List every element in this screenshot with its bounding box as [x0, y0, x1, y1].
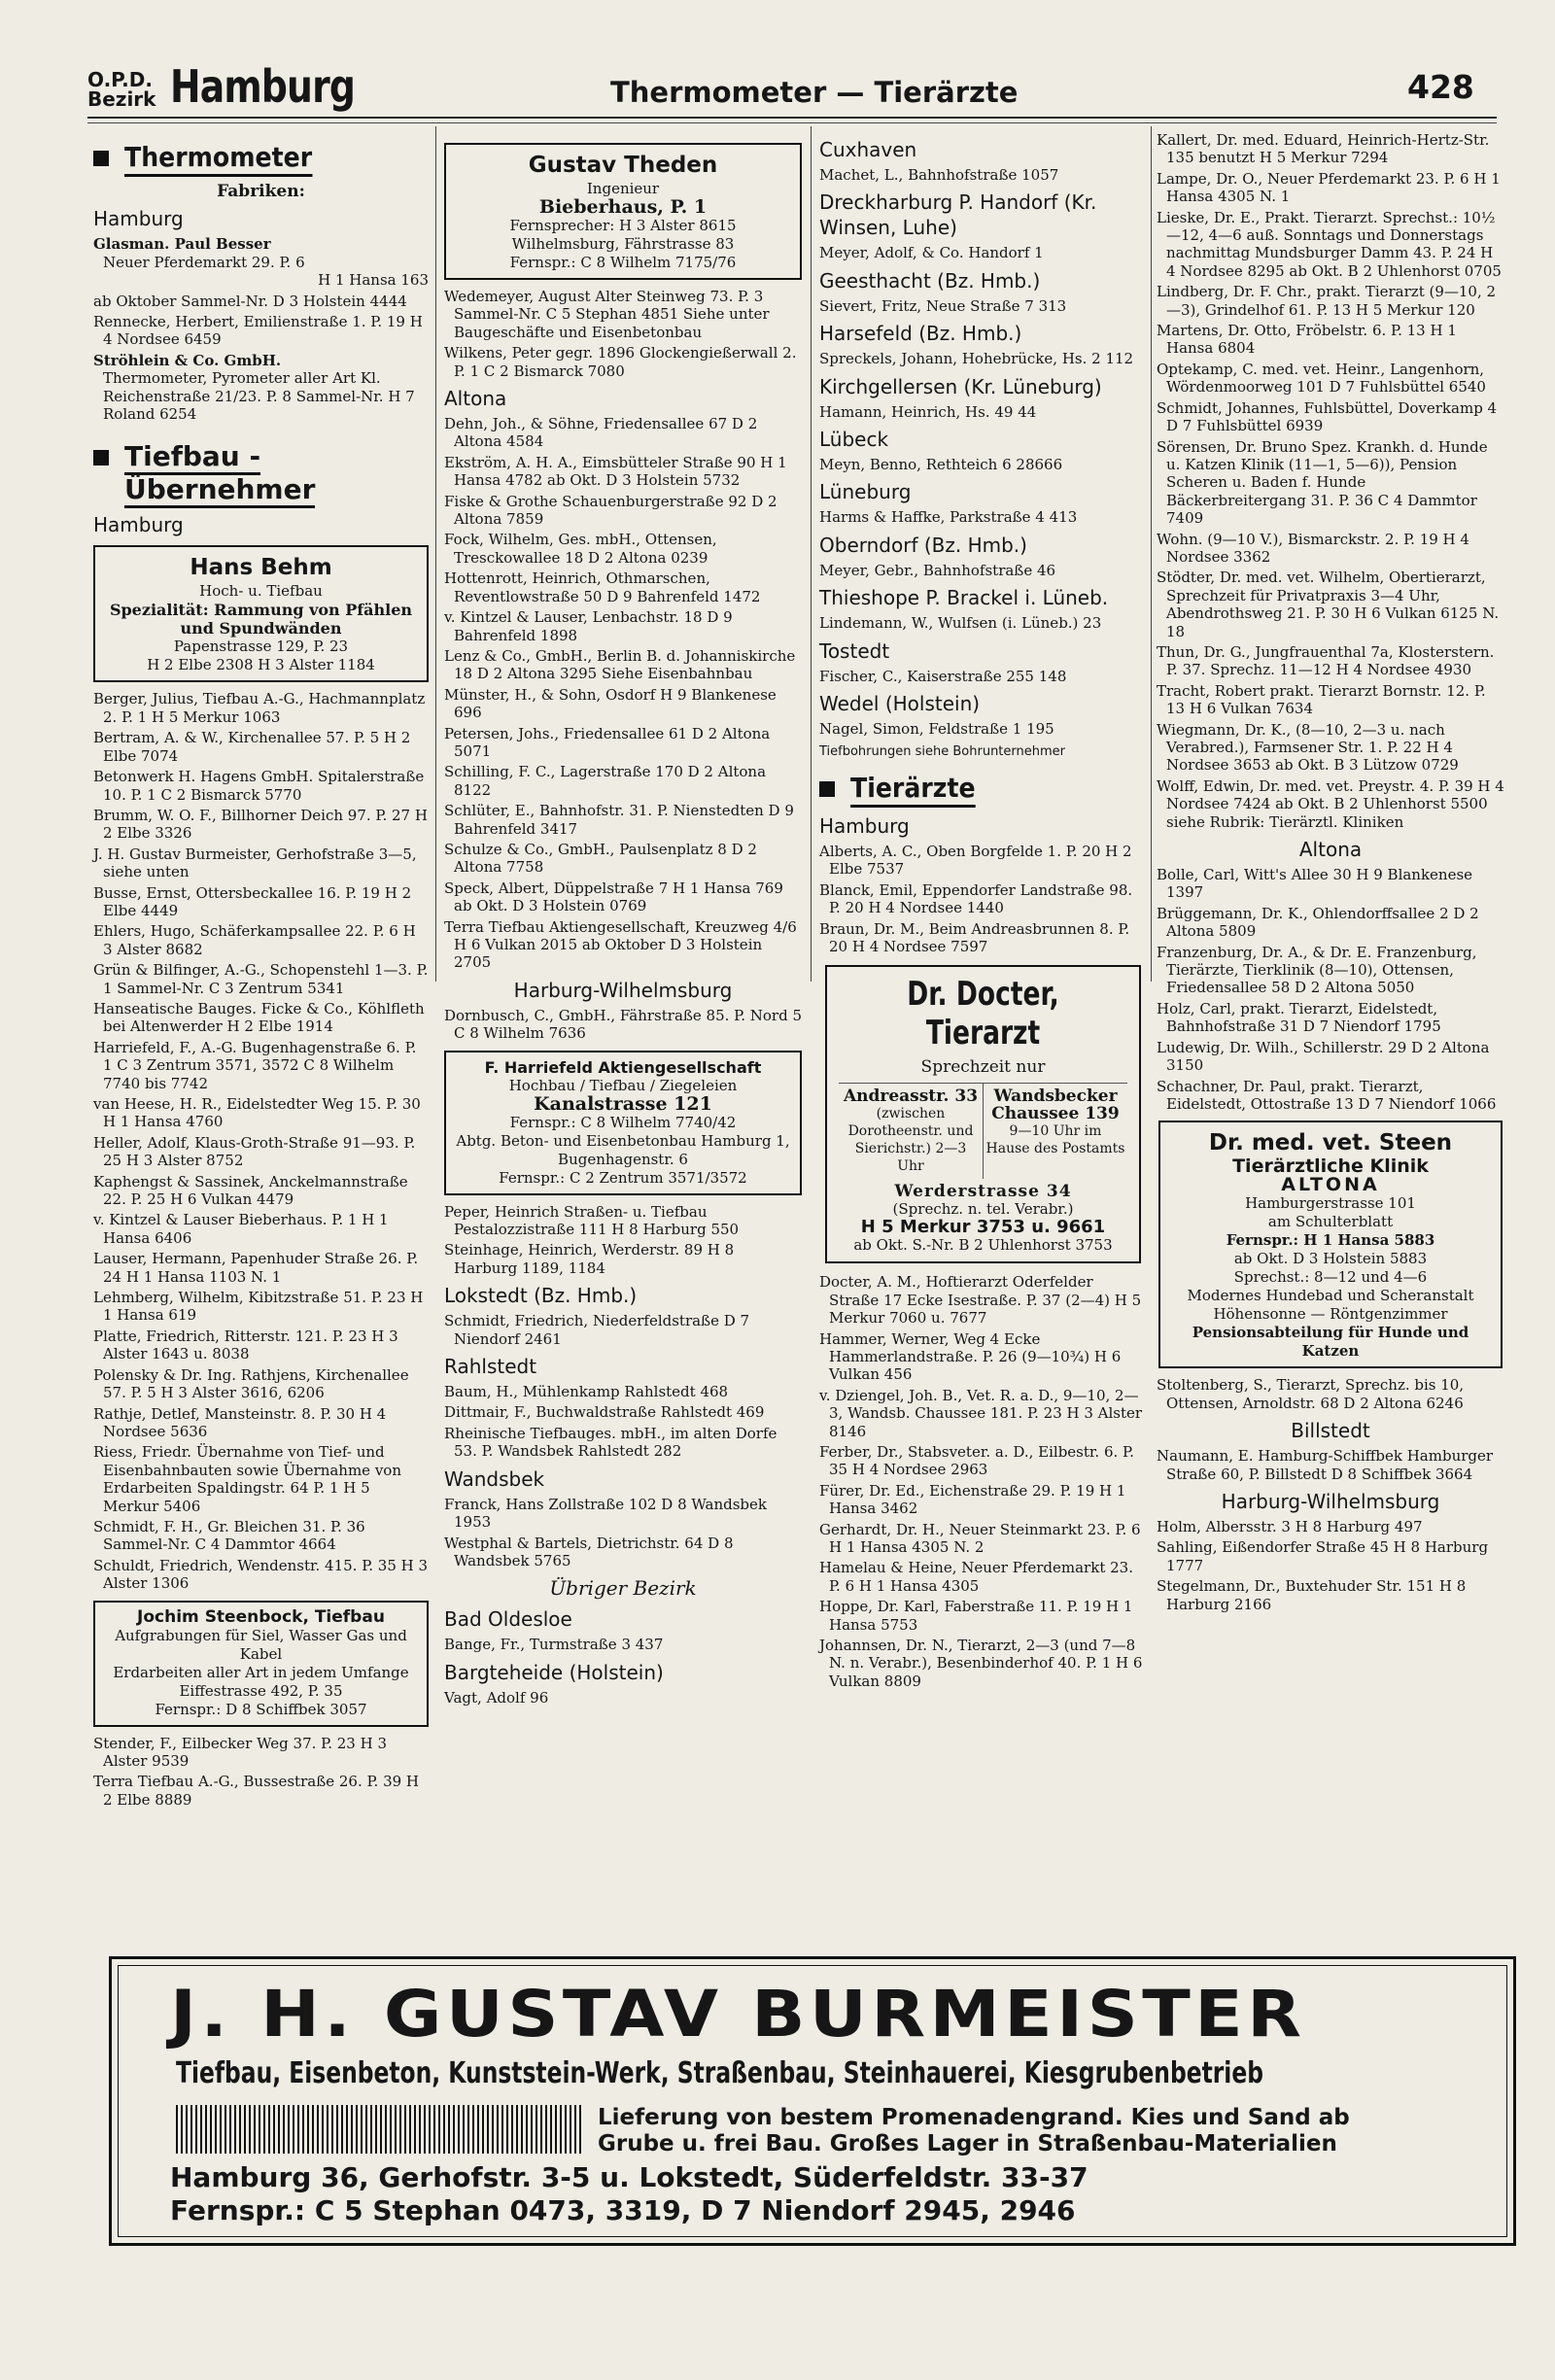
entry-list	[93, 690, 429, 1592]
location-heading: Altona	[1298, 838, 1363, 862]
list-item: Schuldt, Friedrich, Wendenstr. 415. P. 35 H 3 Alster 1306	[93, 1556, 429, 1593]
list-item: Sahling, Eißendorfer Straße 45 H 8 Harburg 1777	[1157, 1538, 1489, 1574]
list-item: Blanck, Emil, Eppendorfer Landstraße 98. P. 20 H 4 Nordsee 1440	[819, 880, 1133, 917]
list-item: Stödter, Dr. med. vet. Wilhelm, Obertierarzt, Sprechzeit für Privatpraxis 3—4 Uhr, Abendrothsweg 21. P. 30 H 6 Vulkan 6125 N. 18	[1157, 569, 1500, 640]
column-3	[819, 131, 1147, 1693]
list-item: Harriefeld, F., A.-G. Bugenhagenstraße 6. P. 1 C 3 Zentrum 3571, 3572 C 8 Wilhelm 7740 bis 7742	[93, 1038, 417, 1092]
location-heading: Rahlstedt	[444, 1355, 537, 1379]
list-item: Dehn, Joh., & Söhne, Friedensallee 67 D 2 Altona 4584	[444, 415, 758, 451]
ad-company-name: J. H. GUSTAV BURMEISTER	[170, 1977, 1306, 2052]
list-item: Meyer, Gebr., Bahnhofstraße 46	[819, 561, 1056, 579]
location-heading: Wedel (Holstein)	[819, 692, 981, 716]
location-heading: Bargteheide (Holstein)	[444, 1660, 664, 1684]
ad-phone: Fernspr.: C 5 Stephan 0473, 3319, D 7 Niendorf 2945, 2946	[170, 2194, 1076, 2226]
list-item: Münster, H., & Sohn, Osdorf H 9 Blankenese 696	[444, 685, 777, 722]
list-item: Terra Tiefbau Aktiengesellschaft, Kreuzweg 4/6 H 6 Vulkan 2015 ab Oktober D 3 Holstein 2705	[444, 917, 797, 972]
list-item: Platte, Friedrich, Ritterstr. 121. P. 23 H 3 Alster 1643 u. 8038	[93, 1327, 398, 1363]
list-item: Lindemann, W., Wulfsen (i. Lüneb.) 23	[819, 614, 1102, 633]
list-item: Wolff, Edwin, Dr. med. vet. Preystr. 4. P. 39 H 4 Nordsee 7424 ab Okt. B 2 Uhlenhorst 5500 siehe Rubrik: Tierärztl. Kliniken	[1157, 776, 1504, 831]
list-item: Thun, Dr. G., Jungfrauenthal 7a, Klosterstern. P. 37. Sprechz. 11—12 H 4 Nordsee 4930	[1157, 642, 1495, 679]
list-item: Schachner, Dr. Paul, prakt. Tierarzt, Eidelstedt, Ottostraße 13 D 7 Niendorf 1066	[1157, 1077, 1497, 1113]
list-item: Peper, Heinrich Straßen- u. Tiefbau Pestalozzistraße 111 H 8 Harburg 550	[444, 1202, 740, 1239]
list-item: Dornbusch, C., GmbH., Fährstraße 85. P. Nord 5 C 8 Wilhelm 7636	[444, 1006, 803, 1043]
list-item: Busse, Ernst, Ottersbeckallee 16. P. 19 H 2 Elbe 4449	[93, 883, 412, 919]
location-heading: Harburg-Wilhelmsburg	[1221, 1489, 1440, 1513]
list-item: Grün & Bilfinger, A.-G., Schopenstehl 1—3. P. 1 Sammel-Nr. C 3 Zentrum 5341	[93, 961, 429, 997]
location-heading: Altona	[444, 387, 507, 411]
list-item: Baum, H., Mühlenkamp Rahlstedt 468	[444, 1383, 729, 1401]
list-item: Hanseatische Bauges. Ficke & Co., Köhlfleth bei Altenwerder H 2 Elbe 1914	[93, 999, 425, 1036]
subheading: Fabriken:	[217, 182, 305, 201]
list-item: Ehlers, Hugo, Schäferkampsallee 22. P. 6 H 3 Alster 8682	[93, 922, 416, 958]
list-item: Franzenburg, Dr. A., & Dr. E. Franzenburg, Tierärzte, Tierklinik (8—10), Ottensen, Friedensallee 58 D 2 Altona 5050	[1157, 943, 1477, 997]
list-item: Speck, Albert, Düppelstraße 7 H 1 Hansa 769 ab Okt. D 3 Holstein 0769	[444, 879, 783, 915]
header-rule	[87, 117, 1497, 119]
column-divider	[1151, 126, 1152, 982]
list-item: Harms & Haffke, Parkstraße 4 413	[819, 508, 1078, 527]
list-item: Heller, Adolf, Klaus-Groth-Straße 91—93. P. 25 H 3 Alster 8752	[93, 1133, 416, 1170]
column-4	[1157, 131, 1504, 1616]
page-number: 428	[1407, 68, 1474, 106]
list-item: J. H. Gustav Burmeister, Gerhofstraße 3—5, siehe unten	[93, 845, 417, 881]
list-item: Braun, Dr. M., Beim Andreasbrunnen 8. P. 20 H 4 Nordsee 7597	[819, 919, 1130, 955]
list-item: Wilkens, Peter gegr. 1896 Glockengießerwall 2. P. 1 C 2 Bismarck 7080	[444, 344, 797, 380]
docter-location-right: Wandsbecker Chaussee 139 9—10 Uhr im Hause des Postamts	[985, 1086, 1125, 1156]
page-title: Thermometer — Tierärzte	[610, 76, 1019, 109]
list-item: Rathje, Detlef, Mansteinstr. 8. P. 30 H 4 Nordsee 5636	[93, 1404, 387, 1440]
list-item: Steinhage, Heinrich, Werderstr. 89 H 8 Harburg 1189, 1184	[444, 1241, 735, 1277]
list-item: ab Oktober Sammel-Nr. D 3 Holstein 4444	[93, 292, 407, 310]
bullet-square-icon	[93, 450, 109, 466]
list-item: van Heese, H. R., Eidelstedter Weg 15. P. 30 H 1 Hansa 4760	[93, 1095, 421, 1131]
list-item: Stoltenberg, S., Tierarzt, Sprechz. bis 10, Ottensen, Arnoldstr. 68 D 2 Altona 6246	[1157, 1376, 1465, 1412]
location-heading: Tostedt	[819, 638, 890, 663]
location-heading: Oberndorf (Bz. Hmb.)	[819, 533, 1027, 557]
list-item: v. Kintzel & Lauser, Lenbachstr. 18 D 9 Bahrenfeld 1898	[444, 608, 733, 644]
location-heading: Billstedt	[1291, 1419, 1370, 1443]
list-item: Optekamp, C. med. vet. Heinr., Langenhorn, Wördenmoorweg 101 D 7 Fuhlsbüttel 6540	[1157, 360, 1486, 397]
list-item: Schilling, F. C., Lagerstraße 170 D 2 Altona 8122	[444, 763, 767, 799]
list-item: Dittmair, F., Buchwaldstraße Rahlstedt 469	[444, 1403, 765, 1422]
location-heading: Kirchgellersen (Kr. Lüneburg)	[819, 374, 1102, 398]
list-item: v. Kintzel & Lauser Bieberhaus. P. 1 H 1 Hansa 6406	[93, 1211, 389, 1247]
list-item: Hammer, Werner, Weg 4 Ecke Hammerlandstraße. P. 26 (9—10¾) H 6 Vulkan 456	[819, 1329, 1122, 1384]
ad-hatch-decoration	[176, 2105, 584, 2154]
cross-reference: Tiefbohrungen siehe Bohrunternehmer	[819, 744, 1065, 760]
location-heading: Thieshope P. Brackel i. Lüneb.	[819, 586, 1109, 610]
list-item: Lindberg, Dr. F. Chr., prakt. Tierarzt (9—10, 2—3), Grindelhof 61. P. 13 H 5 Merkur 120	[1157, 283, 1497, 319]
bullet-square-icon	[819, 781, 835, 797]
list-item: Ludewig, Dr. Wilh., Schillerstr. 29 D 2 Altona 3150	[1157, 1038, 1490, 1075]
list-item: Rheinische Tiefbauges. mbH., im alten Dorfe 53. P. Wandsbek Rahlstedt 282	[444, 1424, 778, 1461]
list-item: Polensky & Dr. Ing. Rathjens, Kirchenallee 57. P. 5 H 3 Alster 3616, 6206	[93, 1365, 409, 1402]
ad-box-harriefeld: F. Harriefeld Aktiengesellschaft Hochbau / Tiefbau / Ziegeleien Kanalstrasse 121 Fernspr.: C 8 Wilhelm 7740/42 Abtg. Beton- und Eisenbetonbau Hamburg 1, Bugenhagenstr. 6 Fernspr.: C 2 Zentrum 3571/3572	[444, 1051, 802, 1195]
ad-services: Tiefbau, Eisenbeton, Kunststein-Werk, Straßenbau, Steinhauerei, Kiesgrubenbetrieb	[176, 2056, 1263, 2090]
list-item: Ekström, A. H. A., Eimsbütteler Straße 90 H 1 Hansa 4782 ab Okt. D 3 Holstein 5732	[444, 453, 787, 490]
list-item: Sörensen, Dr. Bruno Spez. Krankh. d. Hunde u. Katzen Klinik (11—1, 5—6)), Pension Scheren u. Baden f. Hunde Bäckerbreitergang 31. P. 36 C 4 Dammtor 7409	[1157, 437, 1488, 528]
list-item: Meyer, Adolf, & Co. Handorf 1	[819, 244, 1044, 262]
list-item: Sievert, Fritz, Neue Straße 7 313	[819, 296, 1067, 315]
list-item: Betonwerk H. Hagens GmbH. Spitalerstraße 10. P. 1 C 2 Bismarck 5770	[93, 768, 425, 804]
section-heading-thermometer: Thermometer	[93, 141, 429, 177]
list-item: Hoppe, Dr. Karl, Faberstraße 11. P. 19 H 1 Hansa 5753	[819, 1598, 1133, 1634]
ad-box-dr-steen: Dr. med. vet. Steen Tierärztliche Klinik ALTONA Hamburgerstrasse 101 am Schulterblatt Fernspr.: H 1 Hansa 5883 ab Okt. D 3 Holstein 5883 Sprechst.: 8—12 und 4—6 Modernes Hundebad und Scheranstalt Höhensonne — Röntgenzimmer Pensionsabteilung für Hunde und Katzen	[1158, 1121, 1503, 1368]
location-heading: Lüneburg	[819, 480, 912, 504]
column-divider	[811, 126, 812, 982]
ad-address: Hamburg 36, Gerhofstr. 3-5 u. Lokstedt, Süderfeldstr. 33-37	[170, 2161, 1088, 2193]
location-heading: Lübeck	[819, 428, 889, 452]
column-1	[93, 131, 429, 1811]
list-item: Fürer, Dr. Ed., Eichenstraße 29. P. 19 H 1 Hansa 3462	[819, 1481, 1126, 1518]
district-line-1: O.P.D.	[87, 68, 153, 91]
list-item: Glasman. Paul Besser Neuer Pferdemarkt 29. P. 6 H 1 Hansa 163	[93, 235, 429, 290]
list-item: Westphal & Bartels, Dietrichstr. 64 D 8 Wandsbek 5765	[444, 1534, 734, 1569]
list-item: Schlüter, E., Bahnhofstr. 31. P. Nienstedten D 9 Bahrenfeld 3417	[444, 802, 794, 838]
list-item: Riess, Friedr. Übernahme von Tief- und Eisenbahnbauten sowie Übernahme von Erdarbeiten Spaldingstr. 64 P. 1 H 5 Merkur 5406	[93, 1443, 401, 1515]
list-item: Bolle, Carl, Witt's Allee 30 H 9 Blankenese 1397	[1157, 866, 1473, 902]
list-item: Terra Tiefbau A.-G., Bussestraße 26. P. 39 H 2 Elbe 8889	[93, 1773, 420, 1809]
burmeister-advertisement	[109, 1956, 1516, 2246]
list-item: Wiegmann, Dr. K., (8—10, 2—3 u. nach Verabred.), Farmsener Str. 1. P. 22 H 4 Nordsee 3653 ab Okt. B 3 Lützow 0729	[1157, 720, 1459, 775]
list-item: Hamelau & Heine, Neuer Pferdemarkt 23. P. 6 H 1 Hansa 4305	[819, 1559, 1133, 1595]
district-label	[87, 70, 156, 109]
section-heading-tiefbau: Tiefbau - Übernehmer	[93, 440, 429, 506]
location-heading: Wandsbek	[444, 1466, 545, 1491]
list-item: Schmidt, Johannes, Fuhlsbüttel, Doverkamp 4 D 7 Fuhlsbüttel 6939	[1157, 398, 1498, 435]
list-item: Martens, Dr. Otto, Fröbelstr. 6. P. 13 H 1 Hansa 6804	[1157, 322, 1457, 358]
list-item: Vagt, Adolf 96	[444, 1688, 549, 1707]
list-item: Fock, Wilhelm, Ges. mbH., Ottensen, Tresckowallee 18 D 2 Altona 0239	[444, 531, 717, 567]
list-item: Johannsen, Dr. N., Tierarzt, 2—3 (und 7—8 N. n. Verabr.), Besenbinderhof 40. P. 1 H 6 Vulkan 8809	[819, 1637, 1143, 1690]
location-heading: Lokstedt (Bz. Hmb.)	[444, 1284, 638, 1308]
list-item: Lampe, Dr. O., Neuer Pferdemarkt 23. P. 6 H 1 Hansa 4305 N. 1	[1157, 169, 1501, 206]
section-heading-tieraerzte: Tierärzte	[819, 772, 1147, 808]
ad-line-2: Grube u. frei Bau. Großes Lager in Straßenbau-Materialien	[598, 2131, 1337, 2156]
list-item: Holm, Albersstr. 3 H 8 Harburg 497	[1157, 1517, 1423, 1535]
docter-location-left: Andreasstr. 33 (zwischen Dorotheenstr. und Sierichstr.) 2—3 Uhr	[839, 1084, 984, 1179]
list-item: Petersen, Johs., Friedensallee 61 D 2 Altona 5071	[444, 724, 771, 760]
list-item: Gerhardt, Dr. H., Neuer Steinmarkt 23. P. 6 H 1 Hansa 4305 N. 2	[819, 1520, 1141, 1557]
district-line-2: Bezirk	[87, 87, 156, 111]
list-item: Fischer, C., Kaiserstraße 255 148	[819, 667, 1067, 685]
list-item: Lauser, Hermann, Papenhuder Straße 26. P. 24 H 1 Hansa 1103 N. 1	[93, 1250, 419, 1286]
location-heading: Bad Oldesloe	[444, 1607, 572, 1632]
ad-line-1: Lieferung von bestem Promenadengrand. Kies und Sand ab	[598, 2105, 1350, 2130]
location-heading: Dreckharburg P. Handorf (Kr. Winsen, Luhe)	[819, 190, 1097, 240]
list-item: Schmidt, Friedrich, Niederfeldstraße D 7 Niendorf 2461	[444, 1312, 750, 1348]
list-item: Kallert, Dr. med. Eduard, Heinrich-Hertz-Str. 135 benutzt H 5 Merkur 7294	[1157, 131, 1490, 167]
location-heading: Hamburg	[819, 813, 910, 838]
list-item: Kaphengst & Sassinek, Anckelmannstraße 22. P. 25 H 6 Vulkan 4479	[93, 1172, 408, 1209]
location-heading: Harburg-Wilhelmsburg	[513, 978, 733, 1002]
location-heading: Hamburg	[93, 513, 184, 537]
list-item: Ströhlein & Co. GmbH. Thermometer, Pyrometer aller Art Kl. Reichenstraße 21/23. P. 8 Sammel-Nr. H 7 Roland 6254	[93, 351, 415, 424]
entry-list	[93, 235, 429, 423]
list-item: Bange, Fr., Turmstraße 3 437	[444, 1636, 664, 1654]
ad-box-hans-behm: Hans Behm Hoch- u. Tiefbau Spezialität: Rammung von Pfählen und Spundwänden Papenstrasse 129, P. 23 H 2 Elbe 2308 H 3 Alster 1184	[93, 545, 429, 682]
list-item: Brüggemann, Dr. K., Ohlendorffsallee 2 D 2 Altona 5809	[1157, 904, 1479, 941]
city-title: Hamburg	[170, 60, 356, 113]
list-item: Schmidt, F. H., Gr. Bleichen 31. P. 36 Sammel-Nr. C 4 Dammtor 4664	[93, 1517, 365, 1554]
list-item: Schulze & Co., GmbH., Paulsenplatz 8 D 2 Altona 7758	[444, 840, 757, 877]
location-heading: Harsefeld (Bz. Hmb.)	[819, 322, 1022, 346]
list-item: Stender, F., Eilbecker Weg 37. P. 23 H 3 Alster 9539	[93, 1734, 387, 1770]
header-rule-thin	[87, 122, 1497, 123]
ad-box-steenbock: Jochim Steenbock, Tiefbau Aufgrabungen für Siel, Wasser Gas und Kabel Erdarbeiten aller Art in jedem Umfange Eiffestrasse 492, P. 35 Fernspr.: D 8 Schiffbek 3057	[93, 1601, 429, 1727]
list-item: Machet, L., Bahnhofstraße 1057	[819, 166, 1059, 184]
list-item: Tracht, Robert prakt. Tierarzt Bornstr. 12. P. 13 H 6 Vulkan 7634	[1157, 681, 1486, 718]
list-item: Berger, Julius, Tiefbau A.-G., Hachmannplatz 2. P. 1 H 5 Merkur 1063	[93, 690, 426, 726]
ad-box-dr-docter: Dr. Docter, Tierarzt Sprechzeit nur Andreasstr. 33 (zwischen Dorotheenstr. und Sierichstr.) 2—3 Uhr Wandsbecker Chaussee 139 9—10 Uhr im Hause des Postamts Werderstrasse 34 (Sprechz. n. tel. Verabr.) H 5 Merkur 3753 u. 9661 ab Okt. S.-Nr. B 2 Uhlenhorst 3753	[825, 965, 1141, 1263]
list-item: Lehmberg, Wilhelm, Kibitzstraße 51. P. 23 H 1 Hansa 619	[93, 1289, 424, 1325]
list-item: v. Dziengel, Joh. B., Vet. R. a. D., 9—10, 2—3, Wandsb. Chaussee 181. P. 23 H 3 Alster 8146	[819, 1386, 1143, 1440]
location-heading: Cuxhaven	[819, 138, 917, 161]
list-item: Spreckels, Johann, Hohebrücke, Hs. 2 112	[819, 350, 1134, 368]
list-item: Hottenrott, Heinrich, Othmarschen, Reventlowstraße 50 D 9 Bahrenfeld 1472	[444, 569, 761, 605]
list-item: Alberts, A. C., Oben Borgfelde 1. P. 20 H 2 Elbe 7537	[819, 842, 1132, 879]
list-item: Naumann, E. Hamburg-Schiffbek Hamburger Straße 60, P. Billstedt D 8 Schiffbek 3664	[1157, 1447, 1494, 1483]
ad-box-gustav-theden: Gustav Theden Ingenieur Bieberhaus, P. 1 Fernsprecher: H 3 Alster 8615 Wilhelmsburg, Fährstrasse 83 Fernspr.: C 8 Wilhelm 7175/76	[444, 143, 802, 280]
list-item: Rennecke, Herbert, Emilienstraße 1. P. 19 H 4 Nordsee 6459	[93, 313, 423, 349]
list-item: Holz, Carl, prakt. Tierarzt, Eidelstedt, Bahnhofstraße 31 D 7 Niendorf 1795	[1157, 999, 1441, 1036]
list-item: Ferber, Dr., Stabsveter. a. D., Eilbestr. 6. P. 35 H 4 Nordsee 2963	[819, 1443, 1134, 1479]
list-item: Wedemeyer, August Alter Steinweg 73. P. 3 Sammel-Nr. C 5 Stephan 4851 Siehe unter Baugeschäfte und Eisenbetonbau	[444, 288, 770, 341]
list-item: Brumm, W. O. F., Billhorner Deich 97. P. 27 H 2 Elbe 3326	[93, 806, 428, 843]
bullet-square-icon	[93, 151, 109, 166]
location-heading: Übriger Bezirk	[549, 1576, 697, 1601]
list-item: Stegelmann, Dr., Buxtehuder Str. 151 H 8 Harburg 2166	[1157, 1577, 1467, 1613]
list-item: Hamann, Heinrich, Hs. 49 44	[819, 402, 1037, 421]
list-item: Lenz & Co., GmbH., Berlin B. d. Johanniskirche 18 D 2 Altona 3295 Siehe Eisenbahnbau	[444, 646, 796, 683]
location-heading: Hamburg	[93, 207, 184, 231]
list-item: Nagel, Simon, Feldstraße 1 195	[819, 720, 1054, 739]
list-item: Fiske & Grothe Schauenburgerstraße 92 D 2 Altona 7859	[444, 492, 778, 529]
column-divider	[435, 126, 436, 982]
list-item: Lieske, Dr. E., Prakt. Tierarzt. Sprechst.: 10½—12, 4—6 auß. Sonntags und Donnerstags nachmittag Mundsburger Damm 43. P. 24 H 4 Nordsee 8295 ab Okt. B 2 Uhlenhorst 0705	[1157, 208, 1502, 280]
list-item: Wohn. (9—10 V.), Bismarckstr. 2. P. 19 H 4 Nordsee 3362	[1157, 530, 1469, 566]
location-heading: Geesthacht (Bz. Hmb.)	[819, 268, 1041, 293]
list-item: Bertram, A. & W., Kirchenallee 57. P. 5 H 2 Elbe 7074	[93, 729, 411, 765]
list-item: Docter, A. M., Hoftierarzt Oderfelder Straße 17 Ecke Isestraße. P. 37 (2—4) H 5 Merkur 7060 u. 7677	[819, 1273, 1142, 1328]
column-2	[444, 131, 802, 1709]
list-item: Meyn, Benno, Rethteich 6 28666	[819, 456, 1063, 474]
list-item: Franck, Hans Zollstraße 102 D 8 Wandsbek 1953	[444, 1495, 767, 1532]
